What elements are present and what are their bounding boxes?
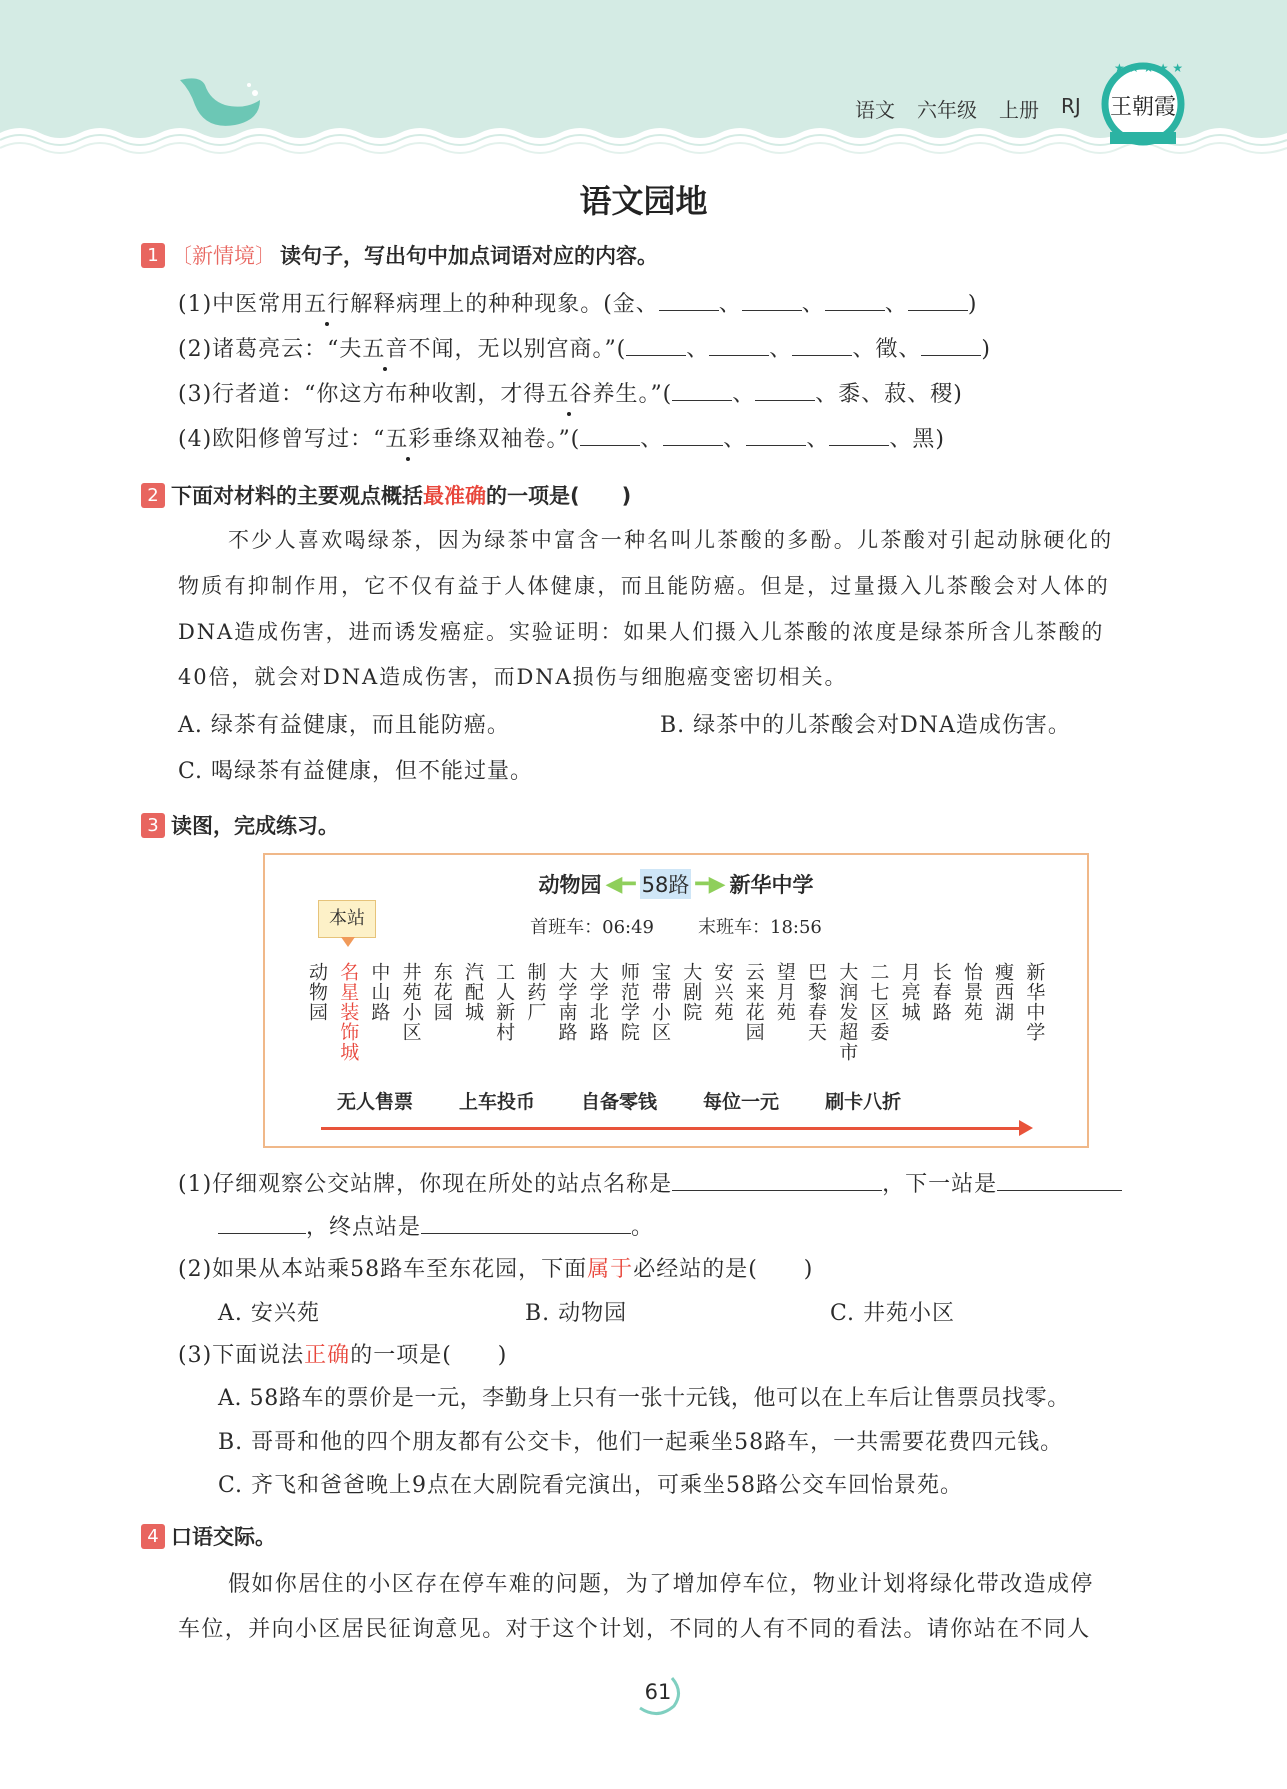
q2-option-c[interactable]: C. 喝绿茶有益健康，但不能过量。 <box>178 759 534 784</box>
answer-blank[interactable] <box>626 338 686 356</box>
question-number: 1 <box>141 243 165 268</box>
answer-blank[interactable] <box>659 293 719 311</box>
text: 垂绦双袖卷。”( <box>431 427 581 452</box>
text: 、徵、 <box>852 337 922 362</box>
question-3-heading <box>141 810 339 840</box>
emphasis: 最准确 <box>423 484 486 508</box>
question-title: 口语交际。 <box>171 1525 276 1549</box>
route-start: 动物园 <box>538 873 602 897</box>
route-number: 58路 <box>640 869 692 899</box>
stop-name: 大剧院 <box>680 962 703 1022</box>
text: ，终点站是 <box>306 1215 422 1240</box>
question-number: 2 <box>141 483 165 508</box>
fare-rule: 自备零钱 <box>581 1091 658 1113</box>
stop-name: 安兴苑 <box>711 962 734 1022</box>
q3-sub-2 <box>178 1252 813 1283</box>
new-context-tag: 〔新情境〕 <box>171 244 276 268</box>
dotted-word: 五音 <box>362 337 409 362</box>
text: 不闻，无以别宫商。”( <box>408 337 627 362</box>
stop-name: 东花园 <box>430 962 453 1022</box>
emphasis: 正确 <box>304 1343 351 1368</box>
question-number: 4 <box>141 1524 165 1549</box>
answer-blank[interactable] <box>908 293 968 311</box>
q2-paragraph-line: 40倍，就会对DNA造成伤害，而DNA损伤与细胞癌变密切相关。 <box>178 665 848 689</box>
text: 的一项是( ) <box>350 1343 508 1368</box>
answer-blank[interactable] <box>997 1173 1122 1191</box>
q3-sub-2-option-b[interactable]: B. 动物园 <box>525 1301 628 1326</box>
stop-name: 制药厂 <box>524 962 547 1022</box>
grade: 六年级 <box>917 98 977 122</box>
text: 。 <box>631 1215 655 1240</box>
answer-blank[interactable] <box>746 428 806 446</box>
question-title: 读句子，写出句中加点词语对应的内容。 <box>280 244 658 268</box>
answer-blank[interactable] <box>709 338 769 356</box>
q2-option-b[interactable]: B. 绿茶中的儿茶酸会对DNA造成伤害。 <box>660 713 1071 738</box>
q3-sub-3-option-c[interactable]: C. 齐飞和爸爸晚上9点在大剧院看完演出，可乘坐58路公交车回怡景苑。 <box>218 1473 964 1498</box>
answer-blank[interactable] <box>755 383 815 401</box>
q3-sub-1-cont <box>218 1210 654 1241</box>
text: (2)诸葛亮云：“夫 <box>178 337 363 362</box>
fare-rule: 每位一元 <box>703 1091 780 1113</box>
dotted-word: 五行 <box>304 292 351 317</box>
q1-item-3: (3)行者道：“你这方布种收割，才得五谷养生。”( 、 、黍、菽、稷) <box>178 382 963 407</box>
q3-sub-3 <box>178 1338 507 1369</box>
q4-paragraph-line: 车位，并向小区居民征询意见。对于这个计划，不同的人有不同的看法。请你站在不同人 <box>178 1617 1091 1642</box>
stop-name: 宝带小区 <box>649 962 672 1042</box>
stop-name: 长春路 <box>929 962 952 1022</box>
stop-name: 瘦西湖 <box>992 962 1015 1022</box>
q2-option-a[interactable]: A. 绿茶有益健康，而且能防癌。 <box>178 713 510 738</box>
question-2-heading <box>141 480 631 510</box>
text: 、黑) <box>889 427 945 452</box>
page-header <box>0 0 1287 170</box>
first-bus-time: 首班车：06:49 <box>530 917 654 938</box>
answer-blank[interactable] <box>742 293 802 311</box>
q3-sub-3-option-b[interactable]: B. 哥哥和他的四个朋友都有公交卡，他们一起乘坐58路车，一共需要花费四元钱。 <box>218 1430 1064 1455</box>
answer-blank[interactable] <box>672 1173 882 1191</box>
stop-name: 新华中学 <box>1023 962 1046 1042</box>
stop-name: 怡景苑 <box>960 962 983 1022</box>
question-number: 3 <box>141 813 165 838</box>
whale-icon <box>175 75 275 135</box>
answer-blank[interactable] <box>825 293 885 311</box>
text: 、黍、菽、稷) <box>815 382 963 407</box>
stop-list <box>305 962 1046 1062</box>
question-title: 下面对材料的主要观点概括 <box>171 484 423 508</box>
current-stop-marker: 本站 <box>318 900 376 938</box>
bus-stop-sign <box>263 853 1089 1148</box>
text: (4)欧阳修曾写过：“ <box>178 427 386 452</box>
text: 必经站的是( ) <box>633 1257 814 1282</box>
volume: 上册 <box>999 98 1039 122</box>
question-title: 读图，完成练习。 <box>171 814 339 838</box>
text: ) <box>981 337 991 362</box>
question-4-heading <box>141 1521 276 1551</box>
current-stop: 名星装饰城 <box>337 962 360 1062</box>
text: (2)如果从本站乘58路车至东花园，下面 <box>178 1257 588 1282</box>
subject: 语文 <box>855 98 895 122</box>
fare-rule: 无人售票 <box>337 1091 414 1113</box>
q3-sub-2-option-c[interactable]: C. 井苑小区 <box>830 1301 956 1326</box>
answer-blank[interactable] <box>218 1216 306 1234</box>
q1-item-4: (4)欧阳修曾写过：“五彩垂绦双袖卷。”( 、 、 、 、黑) <box>178 427 945 452</box>
q3-sub-3-option-a[interactable]: A. 58路车的票价是一元，李勤身上只有一张十元钱，他可以在上车后让售票员找零。 <box>218 1386 1070 1411</box>
answer-blank[interactable] <box>421 1216 631 1234</box>
last-bus-time: 末班车：18:56 <box>698 917 822 938</box>
q3-sub-1 <box>178 1167 1122 1198</box>
arrow-left-icon: ◀━ <box>605 871 636 897</box>
fare-rules <box>337 1087 901 1114</box>
q4-paragraph-line: 假如你居住的小区存在停车难的问题，为了增加停车位，物业计划将绿化带改造成停 <box>228 1572 1094 1597</box>
page-title: 语文园地 <box>579 182 708 220</box>
stop-name: 大润发超市 <box>836 962 859 1062</box>
stop-name: 二七区委 <box>867 962 890 1042</box>
question-1-heading <box>141 240 658 270</box>
answer-blank[interactable] <box>580 428 640 446</box>
text: (3)行者道：“你这方布种收割，才得 <box>178 382 547 407</box>
book-info <box>855 94 1081 123</box>
q3-sub-2-option-a[interactable]: A. 安兴苑 <box>218 1301 320 1326</box>
answer-blank[interactable] <box>921 338 981 356</box>
q2-paragraph-line: 物质有抑制作用，它不仅有益于人体健康，而且能防癌。但是，过量摄入儿茶酸会对人体的 <box>178 574 1110 598</box>
text: 养生。”( <box>592 382 673 407</box>
stop-name: 师范学院 <box>617 962 640 1042</box>
answer-blank[interactable] <box>792 338 852 356</box>
q1-item-2: (2)诸葛亮云：“夫五音不闻，无以别宫商。”( 、 、 、徵、 ) <box>178 337 991 362</box>
q1-item-1: (1)中医常用五行解释病理上的种种现象。(金、 、 、 、 ) <box>178 292 978 317</box>
stop-name: 汽配城 <box>461 962 484 1022</box>
stop-name: 中山路 <box>368 962 391 1022</box>
schedule <box>265 913 1087 939</box>
edition: RJ <box>1061 94 1081 118</box>
stop-name: 动物园 <box>306 962 328 1022</box>
direction-arrow-icon <box>321 1127 1021 1130</box>
page-number: 61 <box>644 1680 672 1704</box>
question-title: 的一项是( ) <box>486 484 632 508</box>
emphasis: 属于 <box>587 1257 634 1282</box>
text: 解释病理上的种种现象。(金、 <box>350 292 659 317</box>
stop-name: 云来花园 <box>742 962 765 1042</box>
text: (3)下面说法 <box>178 1343 305 1368</box>
q2-paragraph-line: DNA造成伤害，进而诱发癌症。实验证明：如果人们摄入儿茶酸的浓度是绿茶所含儿茶酸的 <box>178 620 1105 644</box>
stop-name: 望月苑 <box>773 962 796 1022</box>
q2-paragraph-line: 不少人喜欢喝绿茶，因为绿茶中富含一种名叫儿茶酸的多酚。儿茶酸对引起动脉硬化的 <box>228 528 1114 552</box>
dotted-word: 五谷 <box>546 382 593 407</box>
stop-name: 巴黎春天 <box>805 962 827 1042</box>
fare-rule: 刷卡八折 <box>825 1091 902 1113</box>
brand-logo-icon <box>1100 58 1186 150</box>
stop-name: 井苑小区 <box>399 962 422 1042</box>
stop-name: 大学南路 <box>555 962 578 1042</box>
arrow-right-icon: ━▶ <box>695 871 726 897</box>
answer-blank[interactable] <box>663 428 723 446</box>
stop-name: 大学北路 <box>586 962 609 1042</box>
route-header <box>265 869 1087 899</box>
text: (1)中医常用 <box>178 292 305 317</box>
route-end: 新华中学 <box>729 873 814 897</box>
dotted-word: 五彩 <box>385 427 432 452</box>
text: ，下一站是 <box>882 1172 998 1197</box>
stop-name: 工人新村 <box>493 962 516 1042</box>
svg-text:★ ★ ★ ★ ★: ★ ★ ★ ★ ★ <box>1114 61 1184 75</box>
answer-blank[interactable] <box>672 383 732 401</box>
text: ) <box>967 292 978 317</box>
text: (1)仔细观察公交站牌，你现在所处的站点名称是 <box>178 1172 673 1197</box>
svg-text:王朝霞: 王朝霞 <box>1109 95 1177 120</box>
answer-blank[interactable] <box>829 428 889 446</box>
fare-rule: 上车投币 <box>459 1091 536 1113</box>
stop-name: 月亮城 <box>898 962 921 1022</box>
